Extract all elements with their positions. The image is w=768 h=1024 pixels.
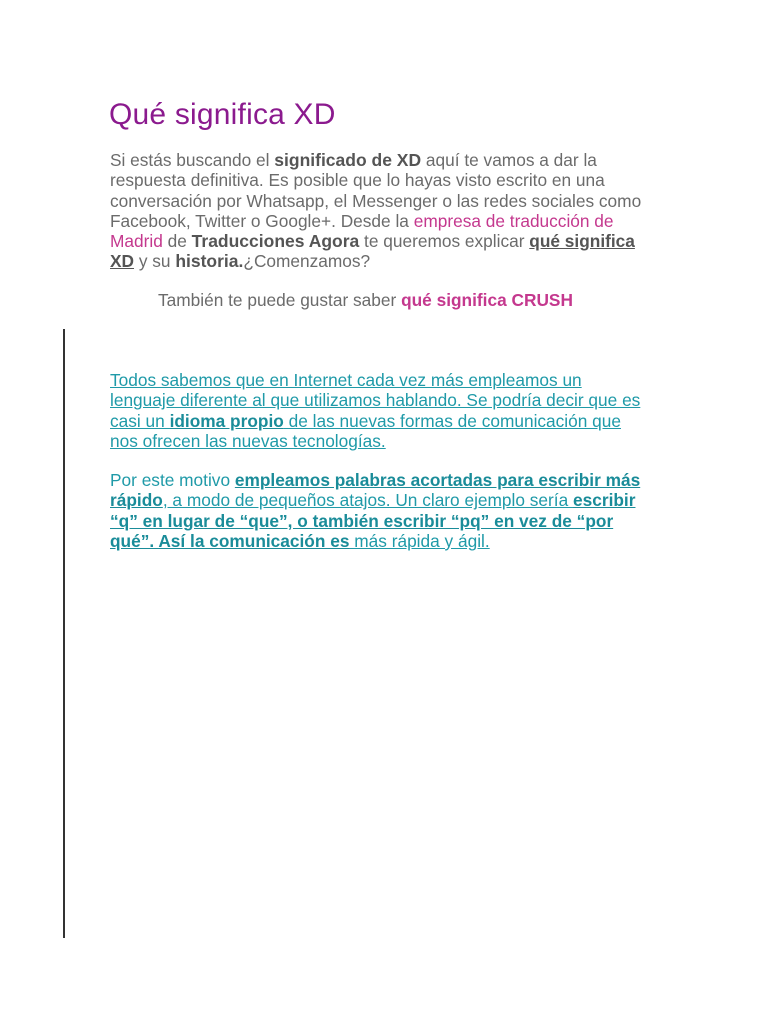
- translation-company-link[interactable]: empresa de traducción de Madrid: [110, 210, 614, 252]
- para2-bold-2: escribir “q” en lugar de “que”, o también escribir “pq” en vez de “por qué”. Así la comunicación es: [110, 490, 636, 551]
- crush-link[interactable]: qué significa CRUSH: [401, 290, 573, 310]
- para2-bold-1: empleamos palabras acortadas para escribir más rápido: [110, 470, 641, 511]
- intro-text-2: aquí te vamos a dar la respuesta definitiva. Es posible que lo hayas visto escrito en una conversación por Whatsapp, el Messenger o las redes sociales como Facebook, Twitter o Google+. Desde la: [110, 150, 642, 231]
- para2-text-1: Por este motivo: [110, 470, 235, 490]
- margin-rule: [63, 329, 65, 938]
- intro-text-3: de: [162, 231, 192, 252]
- para2-text-3: más rápida y ágil.: [349, 530, 490, 551]
- see-also-line: [158, 290, 573, 311]
- para1-bold-idioma: idioma propio: [169, 410, 284, 431]
- paragraph-internet-language: [110, 370, 650, 451]
- para1-text-1: Todos sabemos que en Internet cada vez más empleamos un lenguaje diferente al que utilizamos hablando. Se podría decir que es casi un: [110, 370, 641, 431]
- para1-text-2: de las nuevas formas de comunicación que nos ofrecen las nuevas tecnologías.: [110, 410, 621, 451]
- intro-text-1: Si estás buscando el: [110, 150, 275, 170]
- paragraph-shortened-words: [110, 470, 650, 551]
- intro-bold-history: historia.: [175, 251, 244, 272]
- intro-paragraph: [110, 150, 650, 272]
- para2-text-2: , a modo de pequeños atajos. Un claro ejemplo sería: [162, 490, 574, 511]
- intro-bold-company: Traducciones Agora: [191, 231, 360, 252]
- intro-text-6: ¿Comenzamos?: [243, 251, 371, 272]
- page-title: Qué significa XD: [109, 98, 336, 131]
- intro-bold-what-means: qué significa XD: [110, 231, 635, 272]
- intro-text-5: y su: [134, 251, 176, 272]
- intro-bold-meaning: significado de XD: [274, 150, 422, 170]
- see-also-text: También te puede gustar saber: [158, 290, 402, 310]
- intro-text-4: te queremos explicar: [359, 231, 530, 252]
